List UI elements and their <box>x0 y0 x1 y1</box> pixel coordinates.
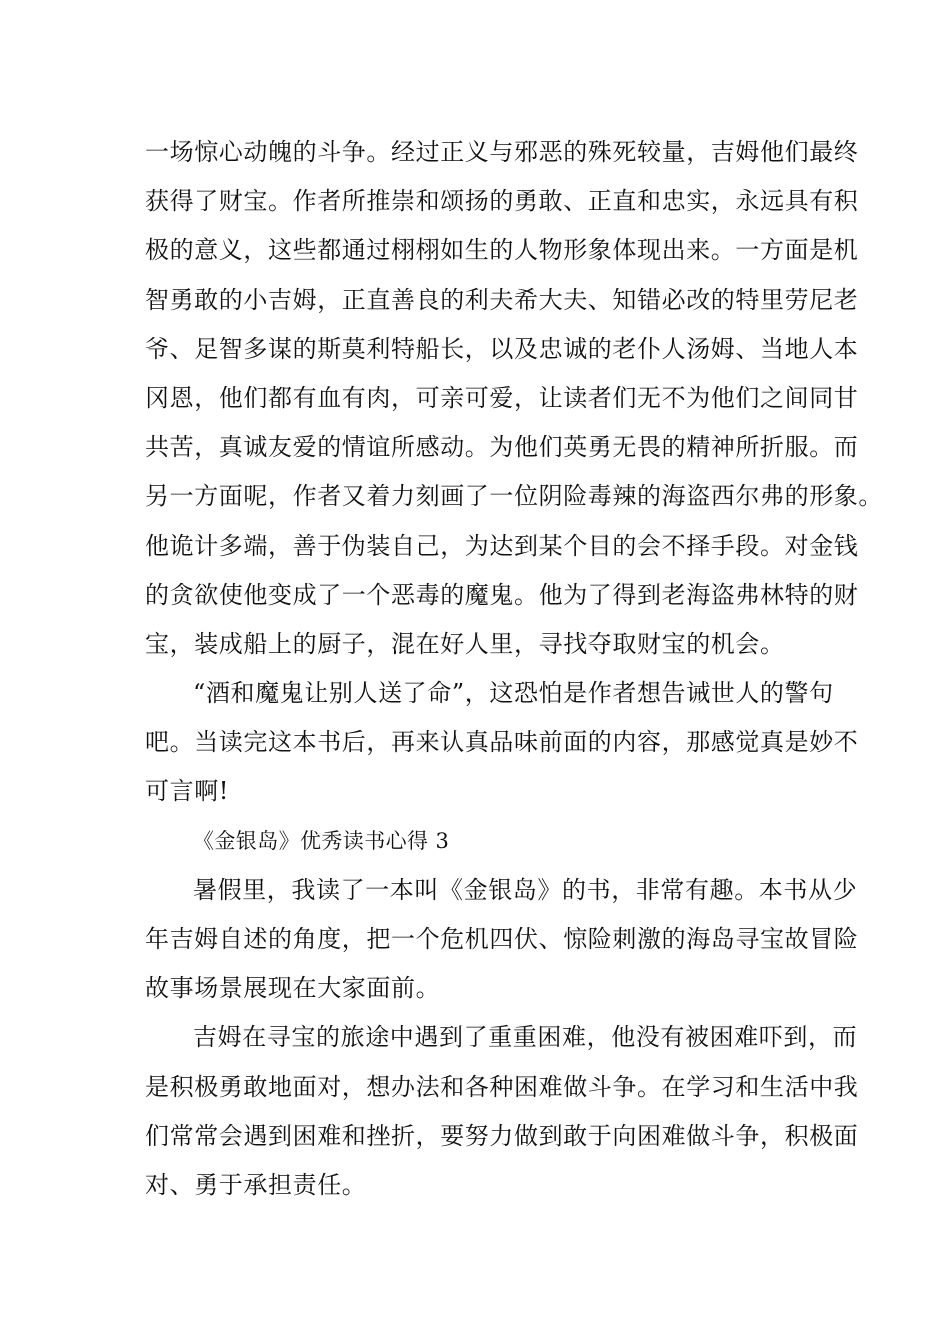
paragraph-reflection <box>145 1013 859 1210</box>
section-heading: 《金银岛》优秀读书心得 3 <box>193 828 450 853</box>
paragraph-quote <box>145 669 859 817</box>
text-line: 的贪欲使他变成了一个恶毒的魔鬼。他为了得到老海盗弗林特的财 <box>145 580 859 609</box>
paragraph-intro <box>145 866 859 1014</box>
document-body <box>145 128 883 1210</box>
text-line: 吧。当读完这本书后，再来认真品味前面的内容，那感觉真是妙不 <box>145 728 859 757</box>
text-line: 冈恩，他们都有血有肉，可亲可爱，让读者们无不为他们之间同甘 <box>145 383 859 412</box>
text-line: 一场惊心动魄的斗争。经过正义与邪恶的殊死较量，吉姆他们最终 <box>145 138 859 166</box>
text-line: “酒和魔鬼让别人送了命”，这恐怕是作者想告诫世人的警句 <box>193 679 834 708</box>
text-line: 宝，装成船上的厨子，混在好人里，寻找夺取财宝的机会。 <box>145 629 785 658</box>
text-line: 极的意义，这些都通过栩栩如生的人物形象体现出来。一方面是机 <box>145 236 859 265</box>
text-line: 年吉姆自述的角度，把一个危机四伏、惊险刺激的海岛寻宝故冒险 <box>145 925 859 953</box>
text-line: 们常常会遇到困难和挫折，要努力做到敢于向困难做斗争，积极面 <box>145 1121 859 1150</box>
paragraph-continued <box>145 128 883 669</box>
text-line: 暑假里，我读了一本叫《金银岛》的书，非常有趣。本书从少 <box>193 875 858 904</box>
text-line: 爷、足智多谋的斯莫利特船长，以及忠诚的老仆人汤姆、当地人本 <box>145 334 859 363</box>
text-line: 共苦，真诚友爱的情谊所感动。为他们英勇无畏的精神所折服。而 <box>145 433 859 462</box>
text-line: 对、勇于承担责任。 <box>145 1170 367 1199</box>
text-line: 是积极勇敢地面对，想办法和各种困难做斗争。在学习和生活中我 <box>145 1072 859 1101</box>
text-line: 故事场景展现在大家面前。 <box>145 974 441 1003</box>
text-line: 吉姆在寻宝的旅途中遇到了重重困难，他没有被困难吓到，而 <box>193 1023 858 1052</box>
text-line: 他诡计多端，善于伪装自己，为达到某个目的会不择手段。对金钱 <box>145 531 859 560</box>
text-line: 另一方面呢，作者又着力刻画了一位阴险毒辣的海盗西尔弗的形象。 <box>145 482 883 511</box>
text-line: 获得了财宝。作者所推崇和颂扬的勇敢、正直和忠实，永远具有积 <box>145 187 859 216</box>
text-line: 智勇敢的小吉姆，正直善良的利夫希大夫、知错必改的特里劳尼老 <box>145 285 859 314</box>
text-line: 可言啊! <box>145 777 230 806</box>
